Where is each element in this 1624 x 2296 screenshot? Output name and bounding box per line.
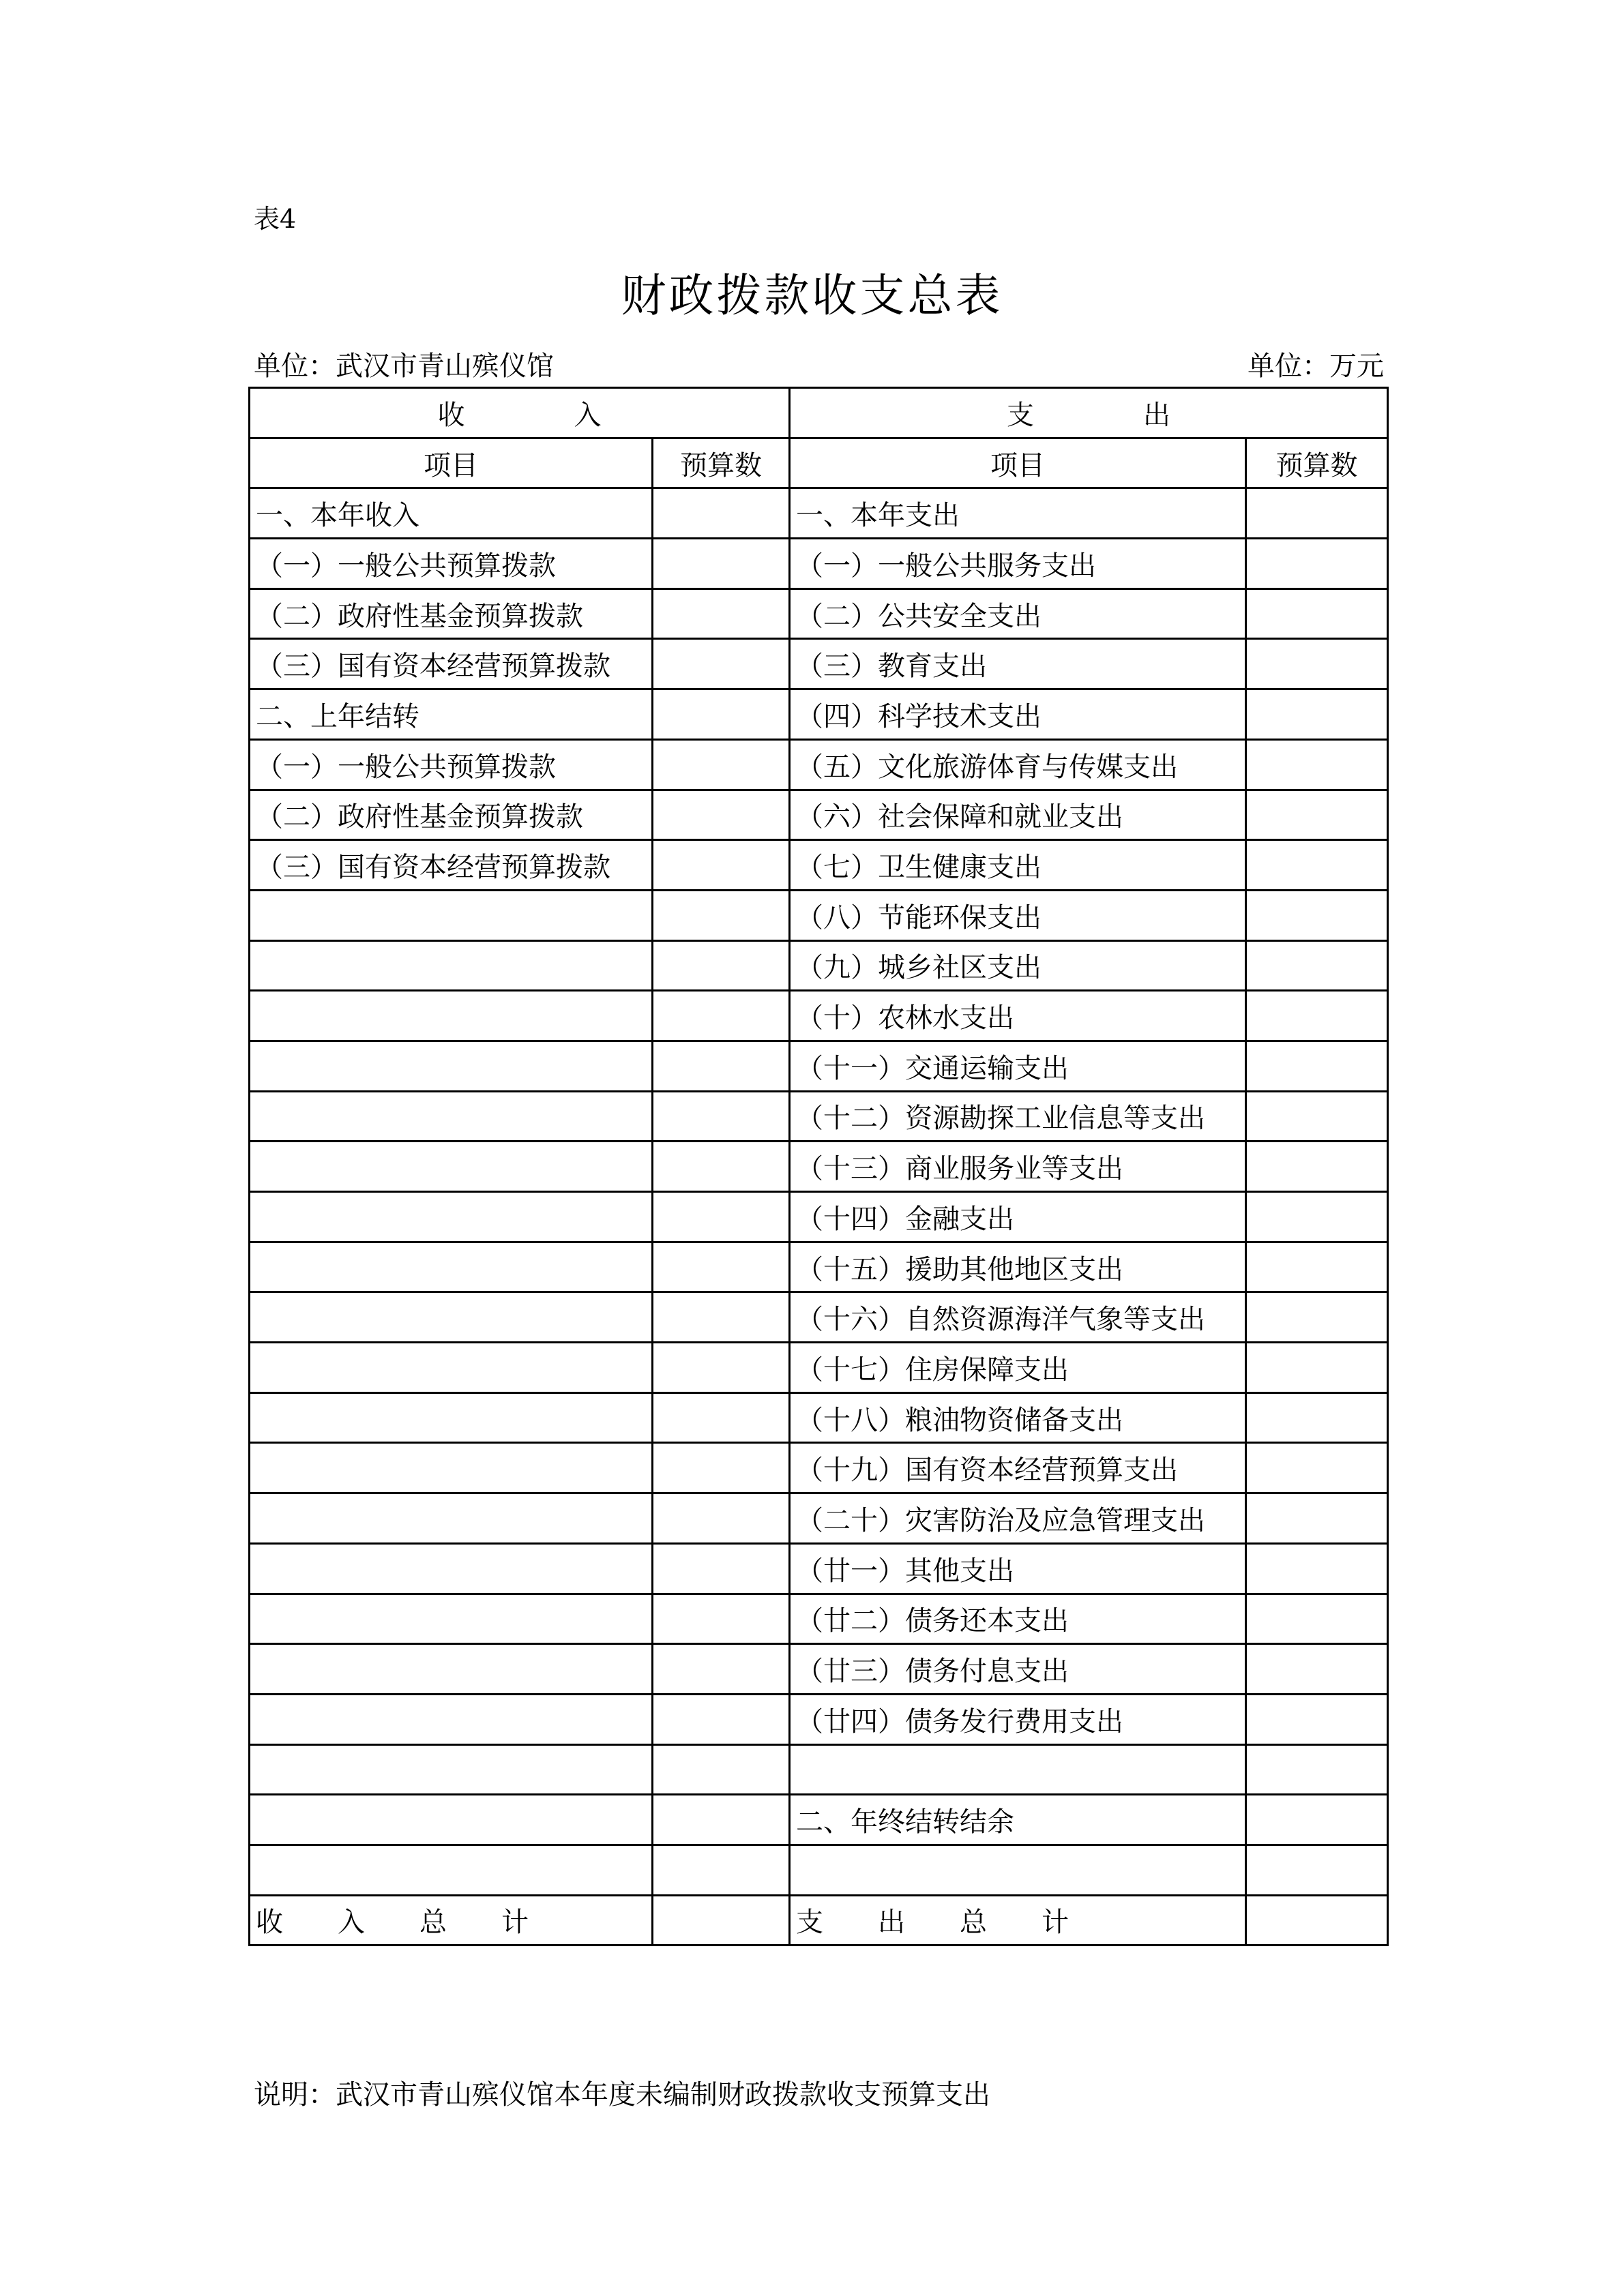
table-row [250, 1443, 1388, 1493]
income-budget-value [653, 940, 790, 991]
expense-budget-value [1246, 539, 1388, 589]
income-item [250, 1493, 653, 1544]
expense-budget-value [1246, 1845, 1388, 1895]
income-budget-value [653, 1594, 790, 1644]
income-item [250, 1242, 653, 1292]
table-row [250, 940, 1388, 991]
expense-item: 一、本年支出 [790, 488, 1246, 539]
expense-item: （二）公共安全支出 [790, 588, 1246, 639]
expense-item: （十九）国有资本经营预算支出 [790, 1443, 1246, 1493]
income-budget-value [653, 840, 790, 891]
table-row [250, 840, 1388, 891]
income-item: 一、本年收入 [250, 488, 653, 539]
table-row [250, 1644, 1388, 1695]
expense-item: （六）社会保障和就业支出 [790, 790, 1246, 840]
income-item [250, 1795, 653, 1845]
table-row [250, 1041, 1388, 1091]
expense-item: （八）节能环保支出 [790, 890, 1246, 940]
table-row [250, 1795, 1388, 1845]
expense-budget-value [1246, 1091, 1388, 1142]
income-budget-value [653, 1744, 790, 1795]
income-budget-value [653, 1142, 790, 1192]
income-item [250, 1192, 653, 1242]
table-row [250, 1594, 1388, 1644]
expense-budget-value [1246, 1041, 1388, 1091]
expense-item: （廿三）债务付息支出 [790, 1644, 1246, 1695]
expense-budget-value [1246, 1795, 1388, 1845]
income-budget-value [653, 1343, 790, 1393]
income-budget-value [653, 539, 790, 589]
expense-item: 二、年终结转结余 [790, 1795, 1246, 1845]
income-budget-value [653, 739, 790, 790]
expense-budget-value [1246, 790, 1388, 840]
expense-item-header: 项目 [790, 438, 1246, 488]
expense-item: （五）文化旅游体育与传媒支出 [790, 739, 1246, 790]
expense-budget-value [1246, 1543, 1388, 1594]
expense-budget-value [1246, 890, 1388, 940]
income-budget-header: 预算数 [653, 438, 790, 488]
expense-budget-value [1246, 739, 1388, 790]
table-row [250, 1242, 1388, 1292]
expense-budget-value [1246, 1644, 1388, 1695]
expense-item: （廿二）债务还本支出 [790, 1594, 1246, 1644]
expense-item: （十二）资源勘探工业信息等支出 [790, 1091, 1246, 1142]
expense-budget-value [1246, 991, 1388, 1041]
table-row [250, 739, 1388, 790]
table-row [250, 890, 1388, 940]
page-title: 财政拨款收支总表 [621, 269, 1003, 322]
expense-total-value [1246, 1895, 1388, 1945]
income-item [250, 1091, 653, 1142]
income-item [250, 1543, 653, 1594]
income-item: （二）政府性基金预算拨款 [250, 790, 653, 840]
header-row-sections [250, 388, 1388, 438]
income-budget-value [653, 1694, 790, 1744]
income-budget-value [653, 1795, 790, 1845]
income-budget-value [653, 588, 790, 639]
income-budget-value [653, 1041, 790, 1091]
expense-budget-value [1246, 1242, 1388, 1292]
income-budget-value [653, 1192, 790, 1242]
expense-item: （十八）粮油物资储备支出 [790, 1392, 1246, 1443]
income-budget-value [653, 890, 790, 940]
income-budget-value [653, 639, 790, 689]
expense-item: （十六）自然资源海洋气象等支出 [790, 1292, 1246, 1343]
income-budget-value [653, 1292, 790, 1343]
table-row [250, 639, 1388, 689]
expense-item [790, 1744, 1246, 1795]
income-item-header: 项目 [250, 438, 653, 488]
income-item: （三）国有资本经营预算拨款 [250, 840, 653, 891]
expense-item [790, 1845, 1246, 1895]
expense-budget-value [1246, 1142, 1388, 1192]
income-item [250, 991, 653, 1041]
expense-item: （十一）交通运输支出 [790, 1041, 1246, 1091]
income-item: （一）一般公共预算拨款 [250, 739, 653, 790]
income-item: （三）国有资本经营预算拨款 [250, 639, 653, 689]
income-item [250, 940, 653, 991]
income-budget-value [653, 991, 790, 1041]
total-row [250, 1895, 1388, 1945]
income-budget-value [653, 689, 790, 740]
table-number-label: 表4 [254, 204, 297, 234]
table-row [250, 1543, 1388, 1594]
table-row [250, 1343, 1388, 1393]
expense-budget-value [1246, 1192, 1388, 1242]
unit-currency: 单位：万元 [1247, 351, 1384, 382]
income-item [250, 1142, 653, 1192]
income-item [250, 1443, 653, 1493]
table-row [250, 588, 1388, 639]
table-row [250, 1845, 1388, 1895]
expense-budget-value [1246, 1292, 1388, 1343]
income-item [250, 890, 653, 940]
income-budget-value [653, 1845, 790, 1895]
income-item: （二）政府性基金预算拨款 [250, 588, 653, 639]
income-budget-value [653, 1443, 790, 1493]
income-budget-value [653, 790, 790, 840]
table-row [250, 1192, 1388, 1242]
income-item: （一）一般公共预算拨款 [250, 539, 653, 589]
expense-item: （一）一般公共服务支出 [790, 539, 1246, 589]
expense-budget-value [1246, 488, 1388, 539]
expense-budget-value [1246, 1744, 1388, 1795]
table-row [250, 689, 1388, 740]
income-budget-value [653, 1242, 790, 1292]
table-row [250, 1493, 1388, 1544]
expense-section-header: 支 出 [790, 388, 1388, 438]
income-item [250, 1744, 653, 1795]
table-row [250, 1091, 1388, 1142]
expense-budget-header: 预算数 [1246, 438, 1388, 488]
expense-budget-value [1246, 1694, 1388, 1744]
income-item [250, 1694, 653, 1744]
expense-budget-value [1246, 588, 1388, 639]
expense-budget-value [1246, 1594, 1388, 1644]
expense-item: （十七）住房保障支出 [790, 1343, 1246, 1393]
income-budget-value [653, 1392, 790, 1443]
expense-item: （十三）商业服务业等支出 [790, 1142, 1246, 1192]
unit-organization: 单位：武汉市青山殡仪馆 [254, 351, 554, 382]
expense-budget-value [1246, 639, 1388, 689]
income-item [250, 1594, 653, 1644]
table-row [250, 790, 1388, 840]
income-item [250, 1644, 653, 1695]
expense-item: （廿一）其他支出 [790, 1543, 1246, 1594]
expense-item: （十四）金融支出 [790, 1192, 1246, 1242]
expense-budget-value [1246, 1443, 1388, 1493]
expense-item: （二十）灾害防治及应急管理支出 [790, 1493, 1246, 1544]
table-row [250, 1744, 1388, 1795]
table-row [250, 488, 1388, 539]
expense-budget-value [1246, 1343, 1388, 1393]
income-item [250, 1845, 653, 1895]
expense-item: （十五）援助其他地区支出 [790, 1242, 1246, 1292]
table-row [250, 1392, 1388, 1443]
income-section-header: 收 入 [250, 388, 790, 438]
budget-summary-table [248, 387, 1389, 1946]
expense-item: （四）科学技术支出 [790, 689, 1246, 740]
expense-item: （十）农林水支出 [790, 991, 1246, 1041]
table-row [250, 1142, 1388, 1192]
income-item: 二、上年结转 [250, 689, 653, 740]
expense-total-label: 支 出 总 计 [790, 1895, 1246, 1945]
income-item [250, 1343, 653, 1393]
expense-item: （九）城乡社区支出 [790, 940, 1246, 991]
table-row [250, 1292, 1388, 1343]
table-row [250, 1694, 1388, 1744]
table-row [250, 991, 1388, 1041]
expense-budget-value [1246, 840, 1388, 891]
income-item [250, 1292, 653, 1343]
expense-budget-value [1246, 1392, 1388, 1443]
explanation-note: 说明：武汉市青山殡仪馆本年度未编制财政拨款收支预算支出 [254, 2079, 990, 2111]
income-budget-value [653, 1543, 790, 1594]
expense-item: （廿四）债务发行费用支出 [790, 1694, 1246, 1744]
income-budget-value [653, 1091, 790, 1142]
income-total-value [653, 1895, 790, 1945]
income-budget-value [653, 1493, 790, 1544]
expense-item: （七）卫生健康支出 [790, 840, 1246, 891]
expense-budget-value [1246, 1493, 1388, 1544]
income-item [250, 1041, 653, 1091]
header-row-columns [250, 438, 1388, 488]
expense-budget-value [1246, 940, 1388, 991]
expense-budget-value [1246, 689, 1388, 740]
income-budget-value [653, 1644, 790, 1695]
income-item [250, 1392, 653, 1443]
income-budget-value [653, 488, 790, 539]
expense-item: （三）教育支出 [790, 639, 1246, 689]
table-row [250, 539, 1388, 589]
income-total-label: 收 入 总 计 [250, 1895, 653, 1945]
